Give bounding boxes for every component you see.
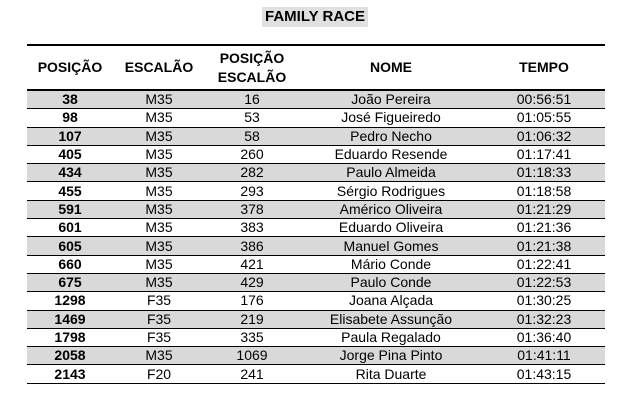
cell-tempo: 01:21:29 bbox=[483, 200, 605, 218]
cell-posicao: 1798 bbox=[27, 328, 113, 346]
cell-nome: Joana Alçada bbox=[299, 292, 483, 310]
cell-escalao: M35 bbox=[113, 200, 205, 218]
table-row bbox=[27, 365, 605, 383]
cell-posicao: 107 bbox=[27, 127, 113, 145]
cell-tempo: 01:36:40 bbox=[483, 328, 605, 346]
cell-tempo: 00:56:51 bbox=[483, 90, 605, 109]
cell-tempo: 01:06:32 bbox=[483, 127, 605, 145]
page-title: FAMILY RACE bbox=[262, 7, 368, 27]
cell-escalao: M35 bbox=[113, 273, 205, 291]
cell-posicao-escalao: 378 bbox=[205, 200, 299, 218]
cell-escalao: F20 bbox=[113, 365, 205, 383]
cell-posicao-escalao: 260 bbox=[205, 145, 299, 163]
cell-posicao: 591 bbox=[27, 200, 113, 218]
cell-posicao-escalao: 383 bbox=[205, 219, 299, 237]
cell-nome: Paulo Conde bbox=[299, 273, 483, 291]
cell-posicao: 405 bbox=[27, 145, 113, 163]
table-row bbox=[27, 164, 605, 182]
header-row bbox=[27, 45, 605, 90]
cell-posicao: 2058 bbox=[27, 347, 113, 365]
cell-nome: João Pereira bbox=[299, 90, 483, 109]
cell-nome: Mário Conde bbox=[299, 255, 483, 273]
cell-posicao-escalao: 176 bbox=[205, 292, 299, 310]
cell-escalao: M35 bbox=[113, 219, 205, 237]
cell-tempo: 01:30:25 bbox=[483, 292, 605, 310]
results-table bbox=[27, 44, 605, 384]
table-row bbox=[27, 200, 605, 218]
cell-tempo: 01:22:53 bbox=[483, 273, 605, 291]
cell-tempo: 01:22:41 bbox=[483, 255, 605, 273]
cell-posicao: 605 bbox=[27, 237, 113, 255]
cell-posicao-escalao: 219 bbox=[205, 310, 299, 328]
cell-nome: Elisabete Assunção bbox=[299, 310, 483, 328]
cell-escalao: M35 bbox=[113, 127, 205, 145]
table-body bbox=[27, 90, 605, 383]
cell-posicao-escalao: 1069 bbox=[205, 347, 299, 365]
table-row bbox=[27, 310, 605, 328]
column-header-posicao-escalao: POSIÇÃO ESCALÃO bbox=[205, 45, 299, 90]
cell-posicao: 675 bbox=[27, 273, 113, 291]
table-row bbox=[27, 237, 605, 255]
cell-escalao: M35 bbox=[113, 255, 205, 273]
table-row bbox=[27, 347, 605, 365]
cell-nome: Rita Duarte bbox=[299, 365, 483, 383]
cell-posicao: 98 bbox=[27, 109, 113, 127]
cell-posicao: 601 bbox=[27, 219, 113, 237]
cell-tempo: 01:05:55 bbox=[483, 109, 605, 127]
cell-nome: Américo Oliveira bbox=[299, 200, 483, 218]
table-row bbox=[27, 145, 605, 163]
table-row bbox=[27, 219, 605, 237]
cell-nome: Eduardo Oliveira bbox=[299, 219, 483, 237]
cell-nome: Manuel Gomes bbox=[299, 237, 483, 255]
cell-posicao: 38 bbox=[27, 90, 113, 109]
cell-posicao-escalao: 429 bbox=[205, 273, 299, 291]
cell-escalao: F35 bbox=[113, 328, 205, 346]
cell-nome: Paulo Almeida bbox=[299, 164, 483, 182]
cell-tempo: 01:18:58 bbox=[483, 182, 605, 200]
table-row bbox=[27, 328, 605, 346]
cell-posicao-escalao: 241 bbox=[205, 365, 299, 383]
column-header-tempo: TEMPO bbox=[483, 45, 605, 90]
cell-posicao-escalao: 53 bbox=[205, 109, 299, 127]
cell-tempo: 01:32:23 bbox=[483, 310, 605, 328]
column-header-posicao: POSIÇÃO bbox=[27, 45, 113, 90]
cell-posicao: 455 bbox=[27, 182, 113, 200]
cell-nome: Eduardo Resende bbox=[299, 145, 483, 163]
cell-escalao: M35 bbox=[113, 237, 205, 255]
cell-posicao: 434 bbox=[27, 164, 113, 182]
cell-tempo: 01:17:41 bbox=[483, 145, 605, 163]
cell-escalao: M35 bbox=[113, 109, 205, 127]
cell-tempo: 01:18:33 bbox=[483, 164, 605, 182]
cell-escalao: F35 bbox=[113, 310, 205, 328]
cell-tempo: 01:21:36 bbox=[483, 219, 605, 237]
cell-posicao-escalao: 282 bbox=[205, 164, 299, 182]
cell-posicao-escalao: 16 bbox=[205, 90, 299, 109]
table-row bbox=[27, 109, 605, 127]
cell-escalao: M35 bbox=[113, 90, 205, 109]
table-row bbox=[27, 90, 605, 109]
cell-nome: Sérgio Rodrigues bbox=[299, 182, 483, 200]
cell-posicao: 2143 bbox=[27, 365, 113, 383]
table-row bbox=[27, 292, 605, 310]
cell-nome: Pedro Necho bbox=[299, 127, 483, 145]
table-row bbox=[27, 273, 605, 291]
cell-posicao: 1298 bbox=[27, 292, 113, 310]
cell-posicao: 660 bbox=[27, 255, 113, 273]
cell-tempo: 01:21:38 bbox=[483, 237, 605, 255]
column-header-nome: NOME bbox=[299, 45, 483, 90]
cell-nome: Jorge Pina Pinto bbox=[299, 347, 483, 365]
cell-escalao: F35 bbox=[113, 292, 205, 310]
cell-posicao-escalao: 58 bbox=[205, 127, 299, 145]
cell-escalao: M35 bbox=[113, 164, 205, 182]
cell-posicao-escalao: 335 bbox=[205, 328, 299, 346]
cell-posicao-escalao: 386 bbox=[205, 237, 299, 255]
cell-escalao: M35 bbox=[113, 145, 205, 163]
cell-tempo: 01:43:15 bbox=[483, 365, 605, 383]
table-row bbox=[27, 182, 605, 200]
column-header-escalao: ESCALÃO bbox=[113, 45, 205, 90]
cell-tempo: 01:41:11 bbox=[483, 347, 605, 365]
cell-nome: José Figueiredo bbox=[299, 109, 483, 127]
cell-escalao: M35 bbox=[113, 182, 205, 200]
table-row bbox=[27, 255, 605, 273]
cell-posicao: 1469 bbox=[27, 310, 113, 328]
cell-posicao-escalao: 293 bbox=[205, 182, 299, 200]
cell-posicao-escalao: 421 bbox=[205, 255, 299, 273]
cell-nome: Paula Regalado bbox=[299, 328, 483, 346]
table-row bbox=[27, 127, 605, 145]
cell-escalao: M35 bbox=[113, 347, 205, 365]
table-header bbox=[27, 45, 605, 90]
